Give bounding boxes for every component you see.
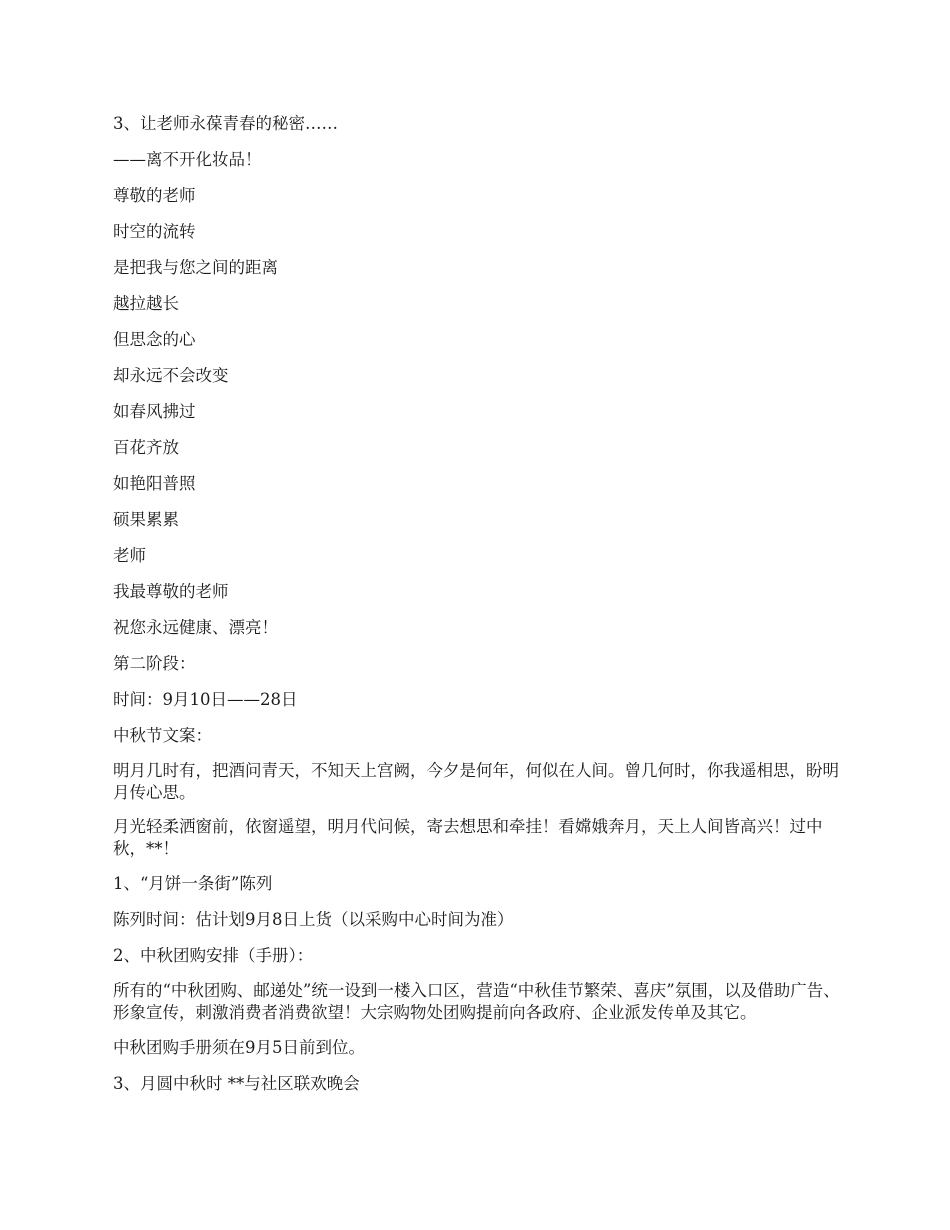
text-line: 如春风拂过	[113, 402, 196, 421]
text-line: 时空的流转	[113, 222, 196, 241]
text-line: ——离不开化妆品！	[113, 150, 262, 169]
item-title: 1、“月饼一条街”陈列	[113, 874, 273, 893]
paragraph: 月光轻柔洒窗前，依窗遥望，明月代问候，寄去想思和牵挂！看嫦娥奔月，天上人间皆高兴！过中秋，**！	[113, 817, 823, 858]
text-line: 尊敬的老师	[113, 186, 196, 205]
paragraph: 明月几时有，把酒问青天，不知天上宫阙，今夕是何年，何似在人间。曾几何时，你我遥相思，盼明月传心思。	[113, 761, 839, 802]
text-line: 老师	[113, 546, 146, 565]
section-heading: 第二阶段：	[113, 654, 196, 673]
text-line: 但思念的心	[113, 330, 196, 349]
text-line: 百花齐放	[113, 438, 179, 457]
item-title: 2、中秋团购安排（手册）：	[113, 946, 314, 965]
text-line: 我最尊敬的老师	[113, 582, 229, 601]
text-line: 越拉越长	[113, 294, 179, 313]
item-detail: 陈列时间：估计划9月8日上货（以采购中心时间为准）	[113, 910, 514, 929]
text-line: 祝您永远健康、漂亮！	[113, 618, 278, 637]
item-detail: 中秋团购手册须在9月5日前到位。	[113, 1038, 365, 1057]
text-line: 却永远不会改变	[113, 366, 229, 385]
text-line: 硕果累累	[113, 510, 179, 529]
text-line: 是把我与您之间的距离	[113, 258, 278, 277]
item-title: 3、月圆中秋时 **与社区联欢晚会	[113, 1074, 360, 1093]
paragraph: 所有的“中秋团购、邮递处”统一设到一楼入口区，营造“中秋佳节繁荣、喜庆”氛围，以及借助广告、形象宣传，刺激消费者消费欲望！大宗购物处团购提前向各政府、企业派发传单及其它。	[113, 981, 840, 1022]
text-line: 如艳阳普照	[113, 474, 196, 493]
section-heading: 中秋节文案：	[113, 726, 212, 745]
text-line: 3、让老师永葆青春的秘密……	[113, 114, 338, 133]
document-body	[113, 112, 843, 1108]
time-line: 时间：9月10日——28日	[113, 690, 298, 709]
